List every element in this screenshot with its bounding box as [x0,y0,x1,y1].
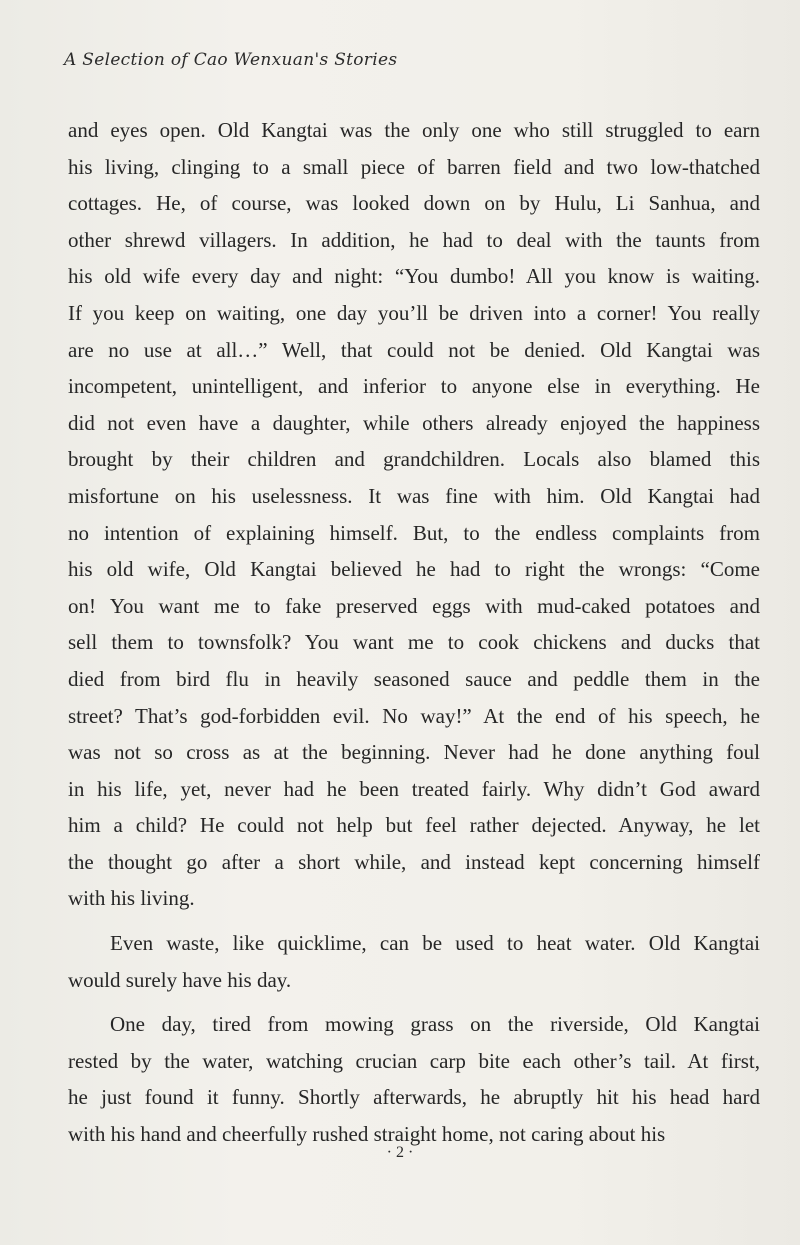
text-line: did not even have a daughter, while others already enjoyed the happiness [68,410,760,435]
text-line: him a child? He could not help but feel rather dejected. Anyway, he let [68,813,760,838]
body-text [68,112,760,1153]
text-line: brought by their children and grandchildren. Locals also blamed this [68,447,760,472]
page-number: · 2 · [386,1144,414,1161]
text-line: with his hand and cheerfully rushed straight home, not caring about his [68,1122,666,1147]
text-line: incompetent, unintelligent, and inferior to anyone else in everything. He [68,374,760,399]
text-line: in his life, yet, never had he been treated fairly. Why didn’t God award [68,776,760,801]
paragraph [68,1006,760,1152]
paragraph [68,925,760,998]
text-line: his old wife every day and night: “You dumbo! All you know is waiting. [68,264,760,289]
paragraph [68,112,760,917]
text-line: and eyes open. Old Kangtai was the only one who still struggled to earn [68,118,760,142]
text-line: with his living. [68,886,195,911]
running-head: A Selection of Cao Wenxuan's Stories [64,50,398,70]
text-line: the thought go after a short while, and instead kept concerning himself [68,849,760,874]
text-line: died from bird flu in heavily seasoned sauce and peddle them in the [68,666,760,691]
text-line: sell them to townsfolk? You want me to cook chickens and ducks that [68,630,760,655]
text-line: street? That’s god-forbidden evil. No way!” At the end of his speech, he [68,703,760,728]
text-line: his living, clinging to a small piece of barren field and two low-thatched [68,154,760,179]
text-line: Even waste, like quicklime, can be used to heat water. Old Kangtai [110,931,760,956]
text-line: on! You want me to fake preserved eggs with mud-caked potatoes and [68,593,760,618]
text-line: are no use at all…” Well, that could not be denied. Old Kangtai was [68,337,760,362]
text-line: misfortune on his uselessness. It was fine with him. Old Kangtai had [68,483,760,508]
text-line: If you keep on waiting, one day you’ll be driven into a corner! You really [68,300,760,325]
text-line: was not so cross as at the beginning. Never had he done anything foul [68,740,760,765]
text-line: other shrewd villagers. In addition, he had to deal with the taunts from [68,227,760,252]
text-line: would surely have his day. [68,967,292,992]
text-line: cottages. He, of course, was looked down on by Hulu, Li Sanhua, and [68,191,760,216]
text-line: no intention of explaining himself. But, to the endless complaints from [68,520,760,545]
text-line: he just found it funny. Shortly afterwards, he abruptly hit his head hard [68,1085,760,1110]
text-line: rested by the water, watching crucian carp bite each other’s tail. At first, [68,1048,760,1073]
text-line: his old wife, Old Kangtai believed he had to right the wrongs: “Come [68,557,760,582]
text-line: One day, tired from mowing grass on the riverside, Old Kangtai [110,1012,760,1037]
